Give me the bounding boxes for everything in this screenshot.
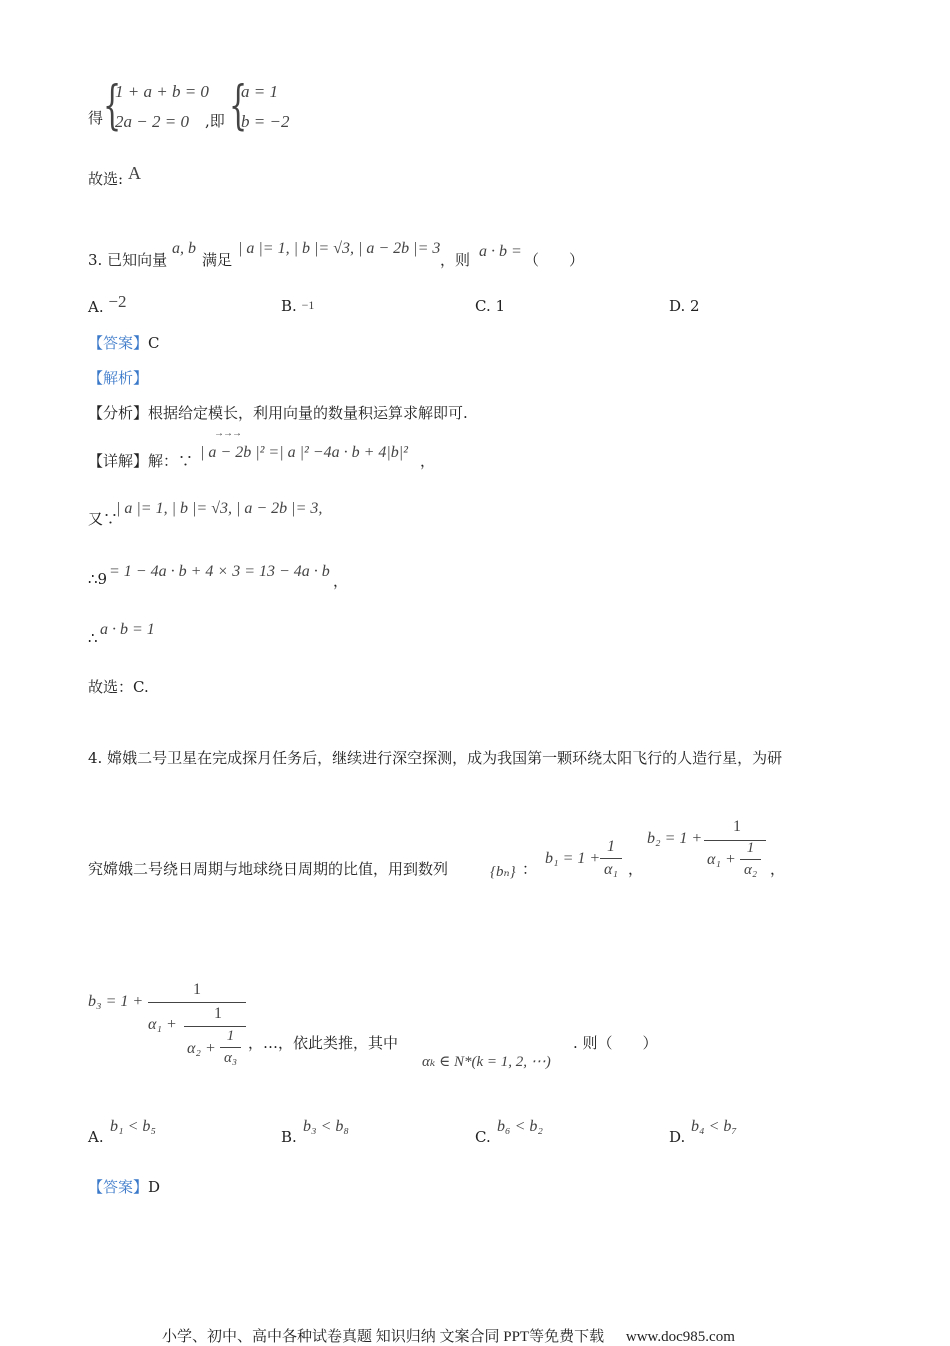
b2-inner-fraction bbox=[740, 840, 761, 879]
q4-line2: 究嫦娥二号绕日周期与地球绕日周期的比值，用到数列 bbox=[88, 860, 449, 878]
left-brace: { bbox=[229, 76, 248, 136]
answer-value: D bbox=[148, 1178, 161, 1196]
denominator: α₂ bbox=[740, 859, 761, 879]
q4-condition: αₖ ∈ N*(k = 1, 2, ⋯) bbox=[422, 1054, 551, 1070]
comma: ， bbox=[420, 452, 436, 470]
system1-eq1: 1 + a + b = 0 bbox=[115, 82, 209, 101]
denominator: α₃ bbox=[220, 1047, 241, 1067]
you-label: 又∵ bbox=[88, 510, 119, 528]
comma: ， bbox=[333, 572, 349, 590]
b3-inner-fraction bbox=[220, 1028, 241, 1067]
option-a-value: b₁ < b₅ bbox=[110, 1118, 156, 1135]
numerator: 1 bbox=[746, 840, 755, 856]
option-value: 1 bbox=[495, 297, 506, 315]
system1-eq2: 2a − 2 = 0 bbox=[115, 112, 189, 131]
q4-then: . 则（ ） bbox=[573, 1034, 658, 1052]
option-b[interactable]: B. bbox=[281, 1128, 297, 1146]
therefore1-lead: ∴9 bbox=[88, 570, 108, 588]
option-label: A. bbox=[88, 298, 104, 316]
xiangjie-expression: | a − 2b |² =| a |² −4a · b + 4|b|² bbox=[200, 444, 408, 461]
sequence-symbol: {bₙ} bbox=[490, 864, 516, 880]
system2-eq1: a = 1 bbox=[241, 82, 278, 101]
q3-condition: | a |= 1, | b |= √3, | a − 2b |= 3 bbox=[238, 240, 441, 257]
b1-fraction bbox=[600, 838, 622, 879]
numerator: 1 bbox=[606, 838, 615, 855]
b2-lead: b₂ = 1 + bbox=[647, 830, 703, 847]
option-d[interactable]: D. bbox=[669, 1128, 686, 1146]
system2-eq2: b = −2 bbox=[241, 112, 290, 131]
answer-tag: 【答案】 bbox=[88, 334, 149, 352]
q3-number: 3. 已知向量 bbox=[88, 251, 168, 269]
option-label: C. bbox=[475, 297, 491, 315]
numerator: 1 bbox=[226, 1028, 235, 1044]
b3-numerator: 1 bbox=[193, 981, 201, 998]
q4-answer bbox=[88, 1176, 160, 1197]
fenxi-text: 根据给定模长，利用向量的数量积运算求解即可. bbox=[148, 404, 468, 422]
comma: ， bbox=[628, 860, 644, 878]
page-footer bbox=[162, 1325, 735, 1346]
option-label: D. bbox=[669, 297, 686, 315]
fraction-bar bbox=[148, 1002, 246, 1003]
fraction-bar bbox=[184, 1026, 246, 1027]
choose-value: A bbox=[128, 163, 141, 183]
you-expression: | a |= 1, | b |= √3, | a − 2b |= 3, bbox=[116, 500, 323, 517]
therefore1-expression: = 1 − 4a · b + 4 × 3 = 13 − 4a · b bbox=[109, 563, 330, 580]
option-b[interactable] bbox=[281, 297, 314, 315]
option-value: −1 bbox=[301, 298, 315, 312]
b2-numerator: 1 bbox=[733, 818, 741, 835]
option-c[interactable] bbox=[475, 297, 505, 315]
comma: ， bbox=[770, 860, 786, 878]
b3-mid-numerator: 1 bbox=[214, 1005, 222, 1022]
q3-paren: （ ） bbox=[524, 251, 585, 269]
option-b-value: b₃ < b₈ bbox=[303, 1118, 349, 1135]
b1-lead: b₁ = 1 + bbox=[545, 850, 601, 867]
xiangjie-tag: 【详解】 bbox=[88, 452, 149, 470]
b2-alpha1: α₁ + bbox=[707, 851, 736, 868]
colon: ： bbox=[522, 860, 538, 878]
left-brace: { bbox=[103, 76, 122, 136]
q3-xiangjie bbox=[88, 450, 193, 471]
option-c[interactable]: C. bbox=[475, 1128, 491, 1146]
option-value: −2 bbox=[108, 292, 127, 311]
q3-satisfy: 满足 bbox=[202, 251, 233, 269]
b3-alpha1: α₁ + bbox=[148, 1016, 177, 1033]
option-a[interactable] bbox=[88, 292, 127, 317]
choose-label: 故选: bbox=[88, 170, 124, 188]
therefore2-lead: ∴ bbox=[88, 629, 98, 647]
therefore2-expression: a · b = 1 bbox=[100, 621, 155, 638]
answer-tag: 【答案】 bbox=[88, 1178, 149, 1196]
q3-ask: a · b = bbox=[479, 243, 522, 260]
option-label: B. bbox=[281, 297, 297, 315]
q4-line1: 4. 嫦娥二号卫星在完成探月任务后，继续进行深空探测，成为我国第一颗环绕太阳飞行的人造行星，为研 bbox=[88, 749, 783, 767]
analysis-tag: 【解析】 bbox=[88, 369, 149, 387]
ji-label: ,即 bbox=[205, 112, 225, 130]
de-label: 得 bbox=[88, 109, 104, 127]
option-a[interactable]: A. bbox=[88, 1128, 104, 1146]
q3-answer bbox=[88, 332, 160, 353]
vector-arrows: →→→ bbox=[214, 428, 241, 439]
answer-value: C bbox=[148, 334, 160, 352]
option-c-value: b₆ < b₂ bbox=[497, 1118, 543, 1135]
b3-lead: b₃ = 1 + bbox=[88, 993, 144, 1010]
footer-text: 小学、初中、高中各种试卷真题 知识归纳 文案合同 PPT等免费下载 bbox=[162, 1329, 605, 1345]
b3-alpha2: α₂ + bbox=[187, 1040, 216, 1057]
q3-vars: a, b bbox=[172, 240, 196, 257]
fenxi-tag: 【分析】 bbox=[88, 404, 149, 422]
xiangjie-lead: 解：∵ bbox=[148, 452, 194, 470]
option-d-value: b₄ < b₇ bbox=[691, 1118, 737, 1135]
q3-then: ，则 bbox=[440, 251, 471, 269]
option-d[interactable] bbox=[669, 297, 700, 315]
denominator: α₁ bbox=[600, 858, 622, 879]
q3-choose: 故选：C. bbox=[88, 678, 149, 696]
option-value: 2 bbox=[690, 297, 700, 315]
footer-url[interactable]: www.doc985.com bbox=[625, 1329, 735, 1345]
q4-etc: ，…，依此类推，其中 bbox=[248, 1034, 399, 1052]
q3-fenxi bbox=[88, 402, 468, 423]
